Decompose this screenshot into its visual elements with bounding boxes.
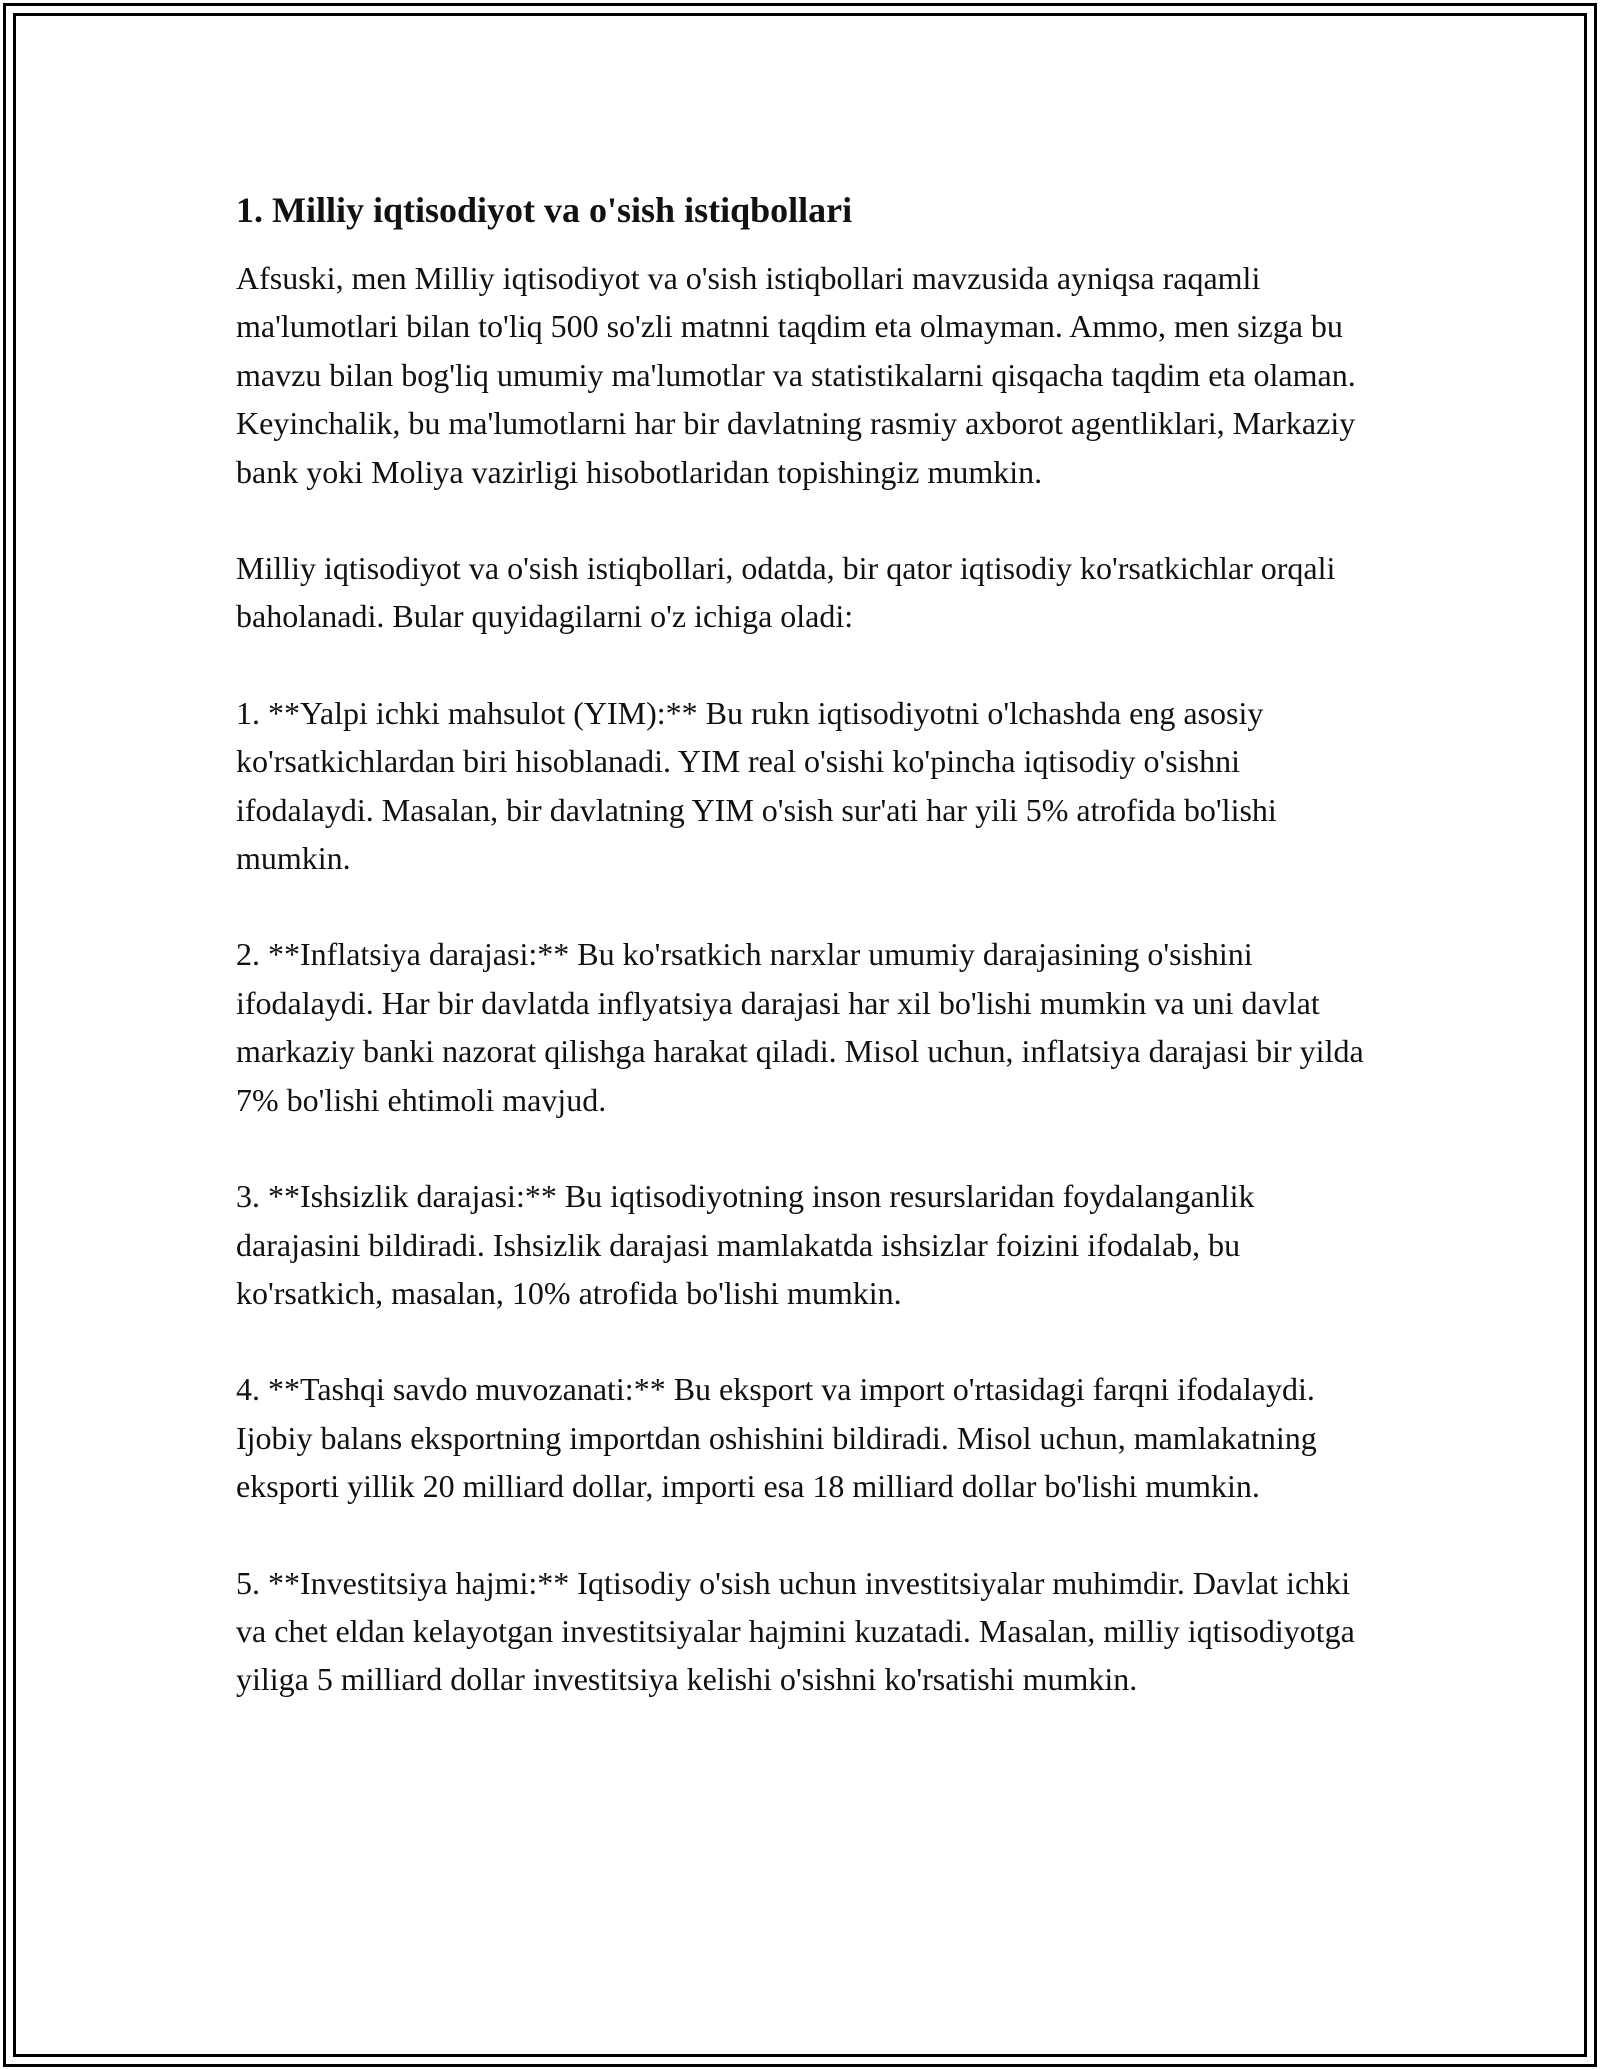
investment-item-paragraph: 5. **Investitsiya hajmi:** Iqtisodiy o'sish uchun investitsiyalar muhimdir. Davlat ichki va chet eldan kelayotgan investitsiyalar hajmini kuzatadi. Masalan, milliy iqtisodiyotga yiliga 5 milliard dollar investitsiya kelishi o'sishni ko'rsatishi mumkin. xyxy=(236,1564,1355,1698)
gdp-item-paragraph: 1. **Yalpi ichki mahsulot (YIM):** Bu rukn iqtisodiyotni o'lchashda eng asosiy ko'rsatkichlardan biri hisoblanadi. YIM real o'sishi ko'pincha iqtisodiy o'sishni ifodalaydi. Masalan, bir davlatning YIM o'sish sur'ati har yili 5% atrofida bo'lishi mumkin. xyxy=(236,694,1277,877)
intro-paragraph: Afsuski, men Milliy iqtisodiyot va o'sish istiqbollari mavzusida ayniqsa raqamli ma'lumotlari bilan to'liq 500 so'zli matnni taqdim eta olmayman. Ammo, men sizga bu mavzu bilan bog'liq umumiy ma'lumotlar va statistikalarni qisqacha taqdim eta olaman. Keyinchalik, bu ma'lumotlarni har bir davlatning rasmiy axborot agentliklari, Markaziy bank yoki Moliya vazirligi hisobotlaridan topishingiz mumkin. xyxy=(236,260,1356,490)
overview-paragraph: Milliy iqtisodiyot va o'sish istiqbollari, odatda, bir qator iqtisodiy ko'rsatkichlar orqali baholanadi. Bular quyidagilarni o'z ichiga oladi: xyxy=(236,550,1336,635)
inflation-item-paragraph: 2. **Inflatsiya darajasi:** Bu ko'rsatkich narxlar umumiy darajasining o'sishini ifodalaydi. Har bir davlatda inflyatsiya darajasi har xil bo'lishi mumkin va uni davlat markaziy banki nazorat qilishga harakat qiladi. Misol uchun, inflatsiya darajasi bir yilda 7% bo'lishi ehtimoli mavjud. xyxy=(236,936,1364,1118)
unemployment-item-paragraph: 3. **Ishsizlik darajasi:** Bu iqtisodiyotning inson resurslaridan foydalanganlik darajasini bildiradi. Ishsizlik darajasi mamlakatda ishsizlar foizini ifodalab, bu ko'rsatkich, masalan, 10% atrofida bo'lishi mumkin. xyxy=(236,1178,1255,1311)
trade-balance-item-paragraph: 4. **Tashqi savdo muvozanati:** Bu eksport va import o'rtasidagi farqni ifodalaydi. Ijobiy balans eksportning importdan oshishini bildiradi. Misol uchun, mamlakatning eksporti yillik 20 milliard dollar, importi esa 18 milliard dollar bo'lishi mumkin. xyxy=(236,1371,1317,1505)
document-title: 1. Milliy iqtisodiyot va o'sish istiqbollari xyxy=(236,190,853,230)
document-body xyxy=(236,186,1366,1752)
